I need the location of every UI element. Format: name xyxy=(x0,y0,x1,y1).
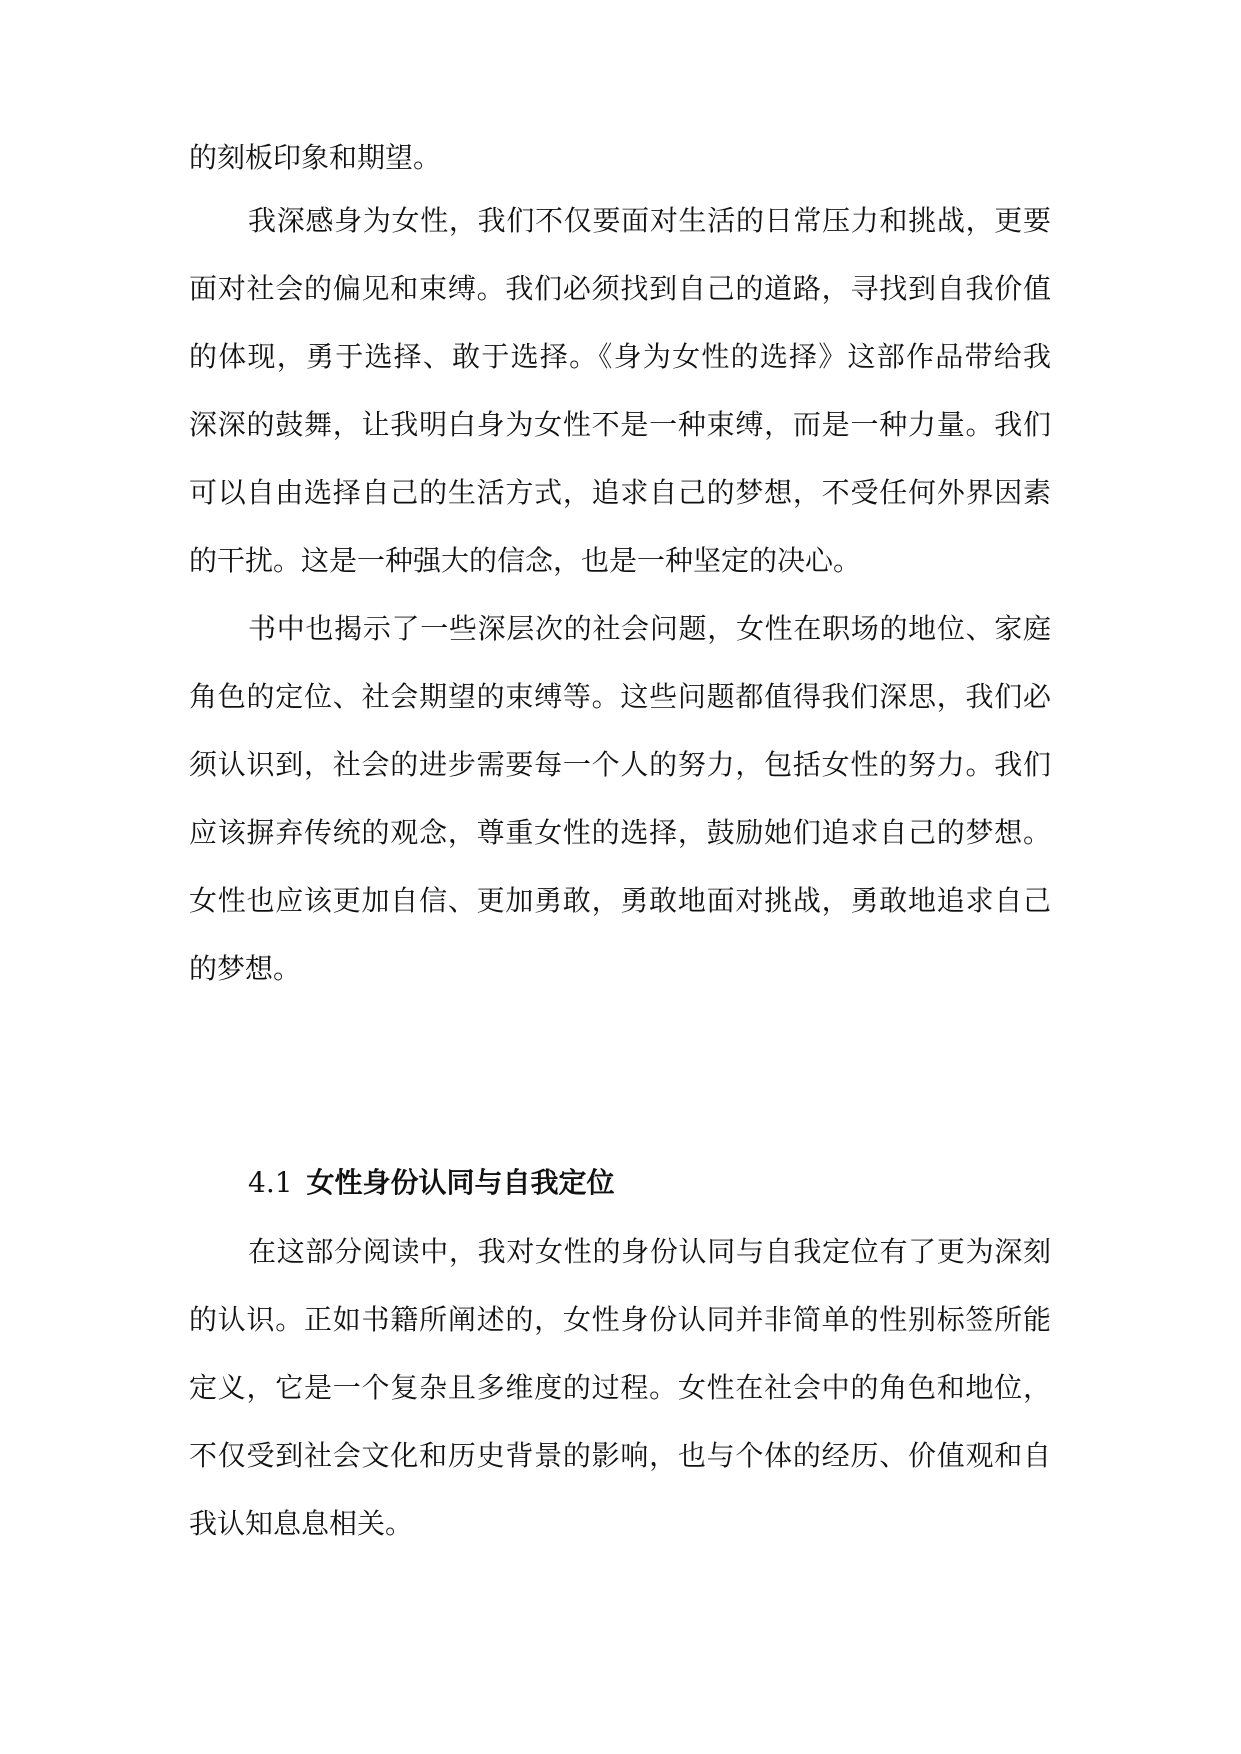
paragraph-line: 定义，它是一个复杂且多维度的过程。女性在社会中的角色和地位， xyxy=(189,1371,1051,1404)
paragraph-line: 在这部分阅读中，我对女性的身份认同与自我定位有了更为深刻 xyxy=(248,1235,1051,1268)
paragraph-line: 须认识到，社会的进步需要每一个人的努力，包括女性的努力。我们 xyxy=(189,748,1051,781)
paragraph-line: 深深的鼓舞，让我明白身为女性不是一种束缚，而是一种力量。我们 xyxy=(189,408,1051,441)
paragraph-line: 的刻板印象和期望。 xyxy=(189,141,442,174)
paragraph-line: 的体现，勇于选择、敢于选择。《身为女性的选择》这部作品带给我 xyxy=(189,340,1051,373)
paragraph-line: 不仅受到社会文化和历史背景的影响，也与个体的经历、价值观和自 xyxy=(189,1439,1051,1472)
section-number: 4.1 xyxy=(248,1166,293,1199)
paragraph-line: 的干扰。这是一种强大的信念，也是一种坚定的决心。 xyxy=(189,544,862,577)
paragraph-line: 书中也揭示了一些深层次的社会问题，女性在职场的地位、家庭 xyxy=(248,612,1051,645)
paragraph-line: 可以自由选择自己的生活方式，追求自己的梦想，不受任何外界因素 xyxy=(189,476,1051,509)
paragraph-line: 我深感身为女性，我们不仅要面对生活的日常压力和挑战，更要 xyxy=(248,204,1051,237)
section-heading xyxy=(248,1165,615,1201)
paragraph-line: 应该摒弃传统的观念，尊重女性的选择，鼓励她们追求自己的梦想。 xyxy=(189,816,1051,849)
paragraph-line: 角色的定位、社会期望的束缚等。这些问题都值得我们深思，我们必 xyxy=(189,680,1051,713)
paragraph-line: 我认知息息相关。 xyxy=(189,1507,414,1540)
paragraph-line: 的梦想。 xyxy=(189,952,302,985)
paragraph-line: 的认识。正如书籍所阐述的，女性身份认同并非简单的性别标签所能 xyxy=(189,1303,1051,1336)
section-title: 女性身份认同与自我定位 xyxy=(306,1166,615,1199)
paragraph-line: 面对社会的偏见和束缚。我们必须找到自己的道路，寻找到自我价值 xyxy=(189,272,1051,305)
paragraph-line: 女性也应该更加自信、更加勇敢，勇敢地面对挑战，勇敢地追求自己 xyxy=(189,884,1051,917)
